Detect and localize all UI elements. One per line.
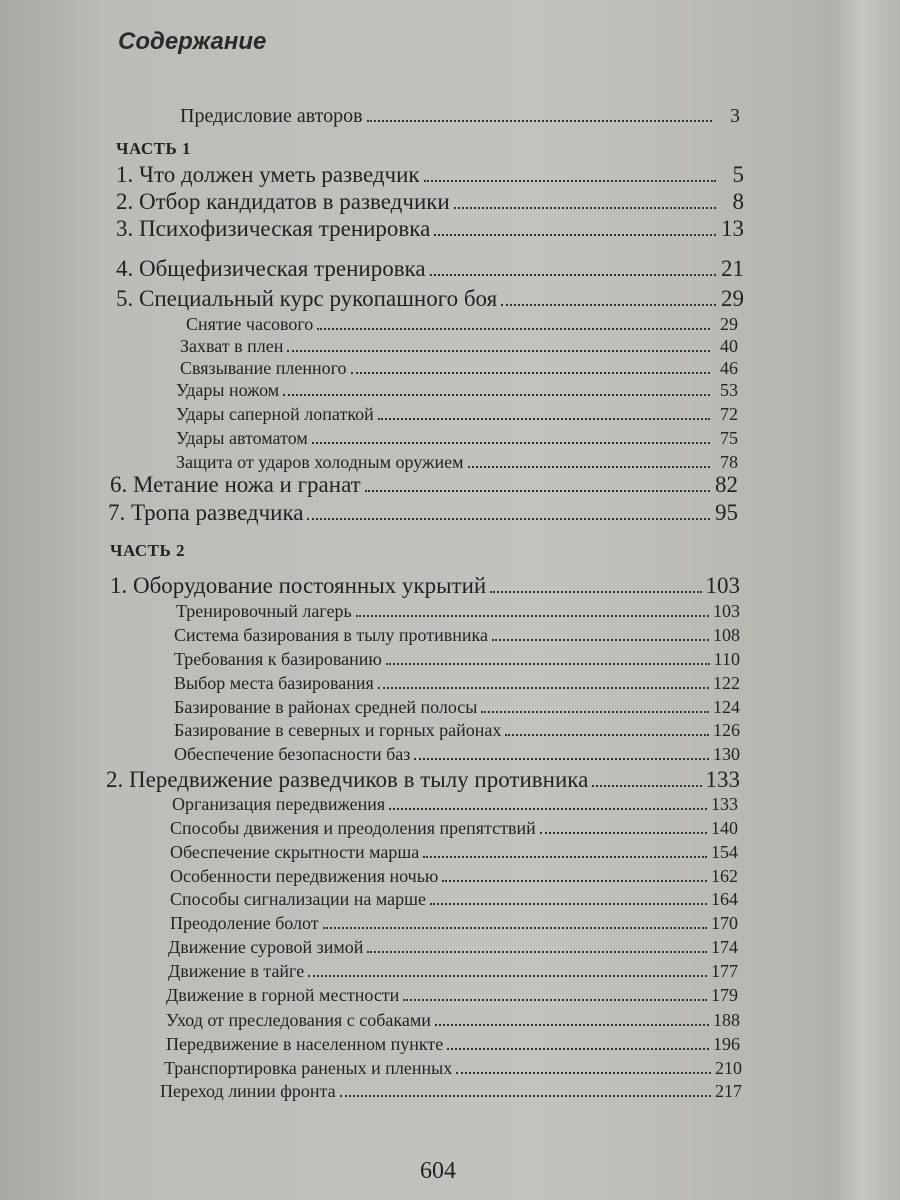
toc-subentry: Передвижение в населенном пункте 196 xyxy=(166,1034,740,1055)
toc-subentry: Базирование в северных и горных районах 126 xyxy=(174,720,740,741)
toc-subentry: Тренировочный лагерь 103 xyxy=(176,601,740,622)
toc-entry: 1. Оборудование постоянных укрытий 103 xyxy=(110,573,740,599)
page-title: Содержание xyxy=(118,28,267,55)
toc-subentry: Особенности передвижения ночью 162 xyxy=(170,866,738,887)
page-number: 604 xyxy=(420,1158,456,1184)
toc-entry: 3. Психофизическая тренировка 13 xyxy=(116,216,744,242)
toc-subentry: Транспортировка раненых и пленных 210 xyxy=(164,1058,742,1079)
toc-subentry: Удары ножом 53 xyxy=(176,380,738,401)
toc-entry-title: Предисловие авторов xyxy=(180,105,363,127)
toc-entry: 2. Передвижение разведчиков в тылу противника 133 xyxy=(106,767,740,793)
toc-entry: 4. Общефизическая тренировка 21 xyxy=(116,256,744,282)
toc-subentry: Снятие часового 29 xyxy=(186,314,738,335)
toc-subentry: Организация передвижения 133 xyxy=(172,794,738,815)
toc-subentry: Требования к базированию 110 xyxy=(174,649,740,670)
toc-entry: 5. Специальный курс рукопашного боя 29 xyxy=(116,286,744,312)
toc-subentry: Движение в тайге 177 xyxy=(168,961,738,982)
toc-subentry: Обеспечение скрытности марша 154 xyxy=(170,842,738,863)
toc-entry-preface xyxy=(180,104,740,128)
toc-subentry: Переход линии фронта 217 xyxy=(160,1081,742,1102)
toc-subentry: Защита от ударов холодным оружием 78 xyxy=(176,452,738,473)
toc-subentry: Движение суровой зимой 174 xyxy=(168,937,738,958)
toc-subentry: Захват в плен 40 xyxy=(180,336,738,357)
toc-entry: 2. Отбор кандидатов в разведчики 8 xyxy=(116,189,744,215)
toc-subentry: Преодоление болот 170 xyxy=(170,913,738,934)
toc-entry-page: 3 xyxy=(730,105,740,127)
toc-subentry: Способы движения и преодоления препятствий 140 xyxy=(170,818,738,839)
toc-subentry: Удары автоматом 75 xyxy=(176,428,738,449)
part-1-heading: ЧАСТЬ 1 xyxy=(116,139,192,158)
toc-entry: 6. Метание ножа и гранат 82 xyxy=(110,472,738,498)
toc-subentry: Уход от преследования с собаками 188 xyxy=(166,1010,740,1031)
toc-subentry: Система базирования в тылу противника 108 xyxy=(174,625,740,646)
toc-subentry: Обеспечение безопасности баз 130 xyxy=(174,744,740,765)
toc-entry: 1. Что должен уметь разведчик 5 xyxy=(116,162,744,188)
part-2-heading: ЧАСТЬ 2 xyxy=(110,541,186,560)
toc-subentry: Выбор места базирования 122 xyxy=(174,673,740,694)
toc-entry: 7. Тропа разведчика 95 xyxy=(108,500,738,526)
toc-subentry: Способы сигнализации на марше 164 xyxy=(170,889,738,910)
toc-subentry: Базирование в районах средней полосы 124 xyxy=(174,697,740,718)
toc-subentry: Удары саперной лопаткой 72 xyxy=(176,404,738,425)
toc-subentry: Движение в горной местности 179 xyxy=(166,985,738,1006)
leader-dots xyxy=(367,104,712,122)
toc-subentry: Связывание пленного 46 xyxy=(180,358,738,379)
